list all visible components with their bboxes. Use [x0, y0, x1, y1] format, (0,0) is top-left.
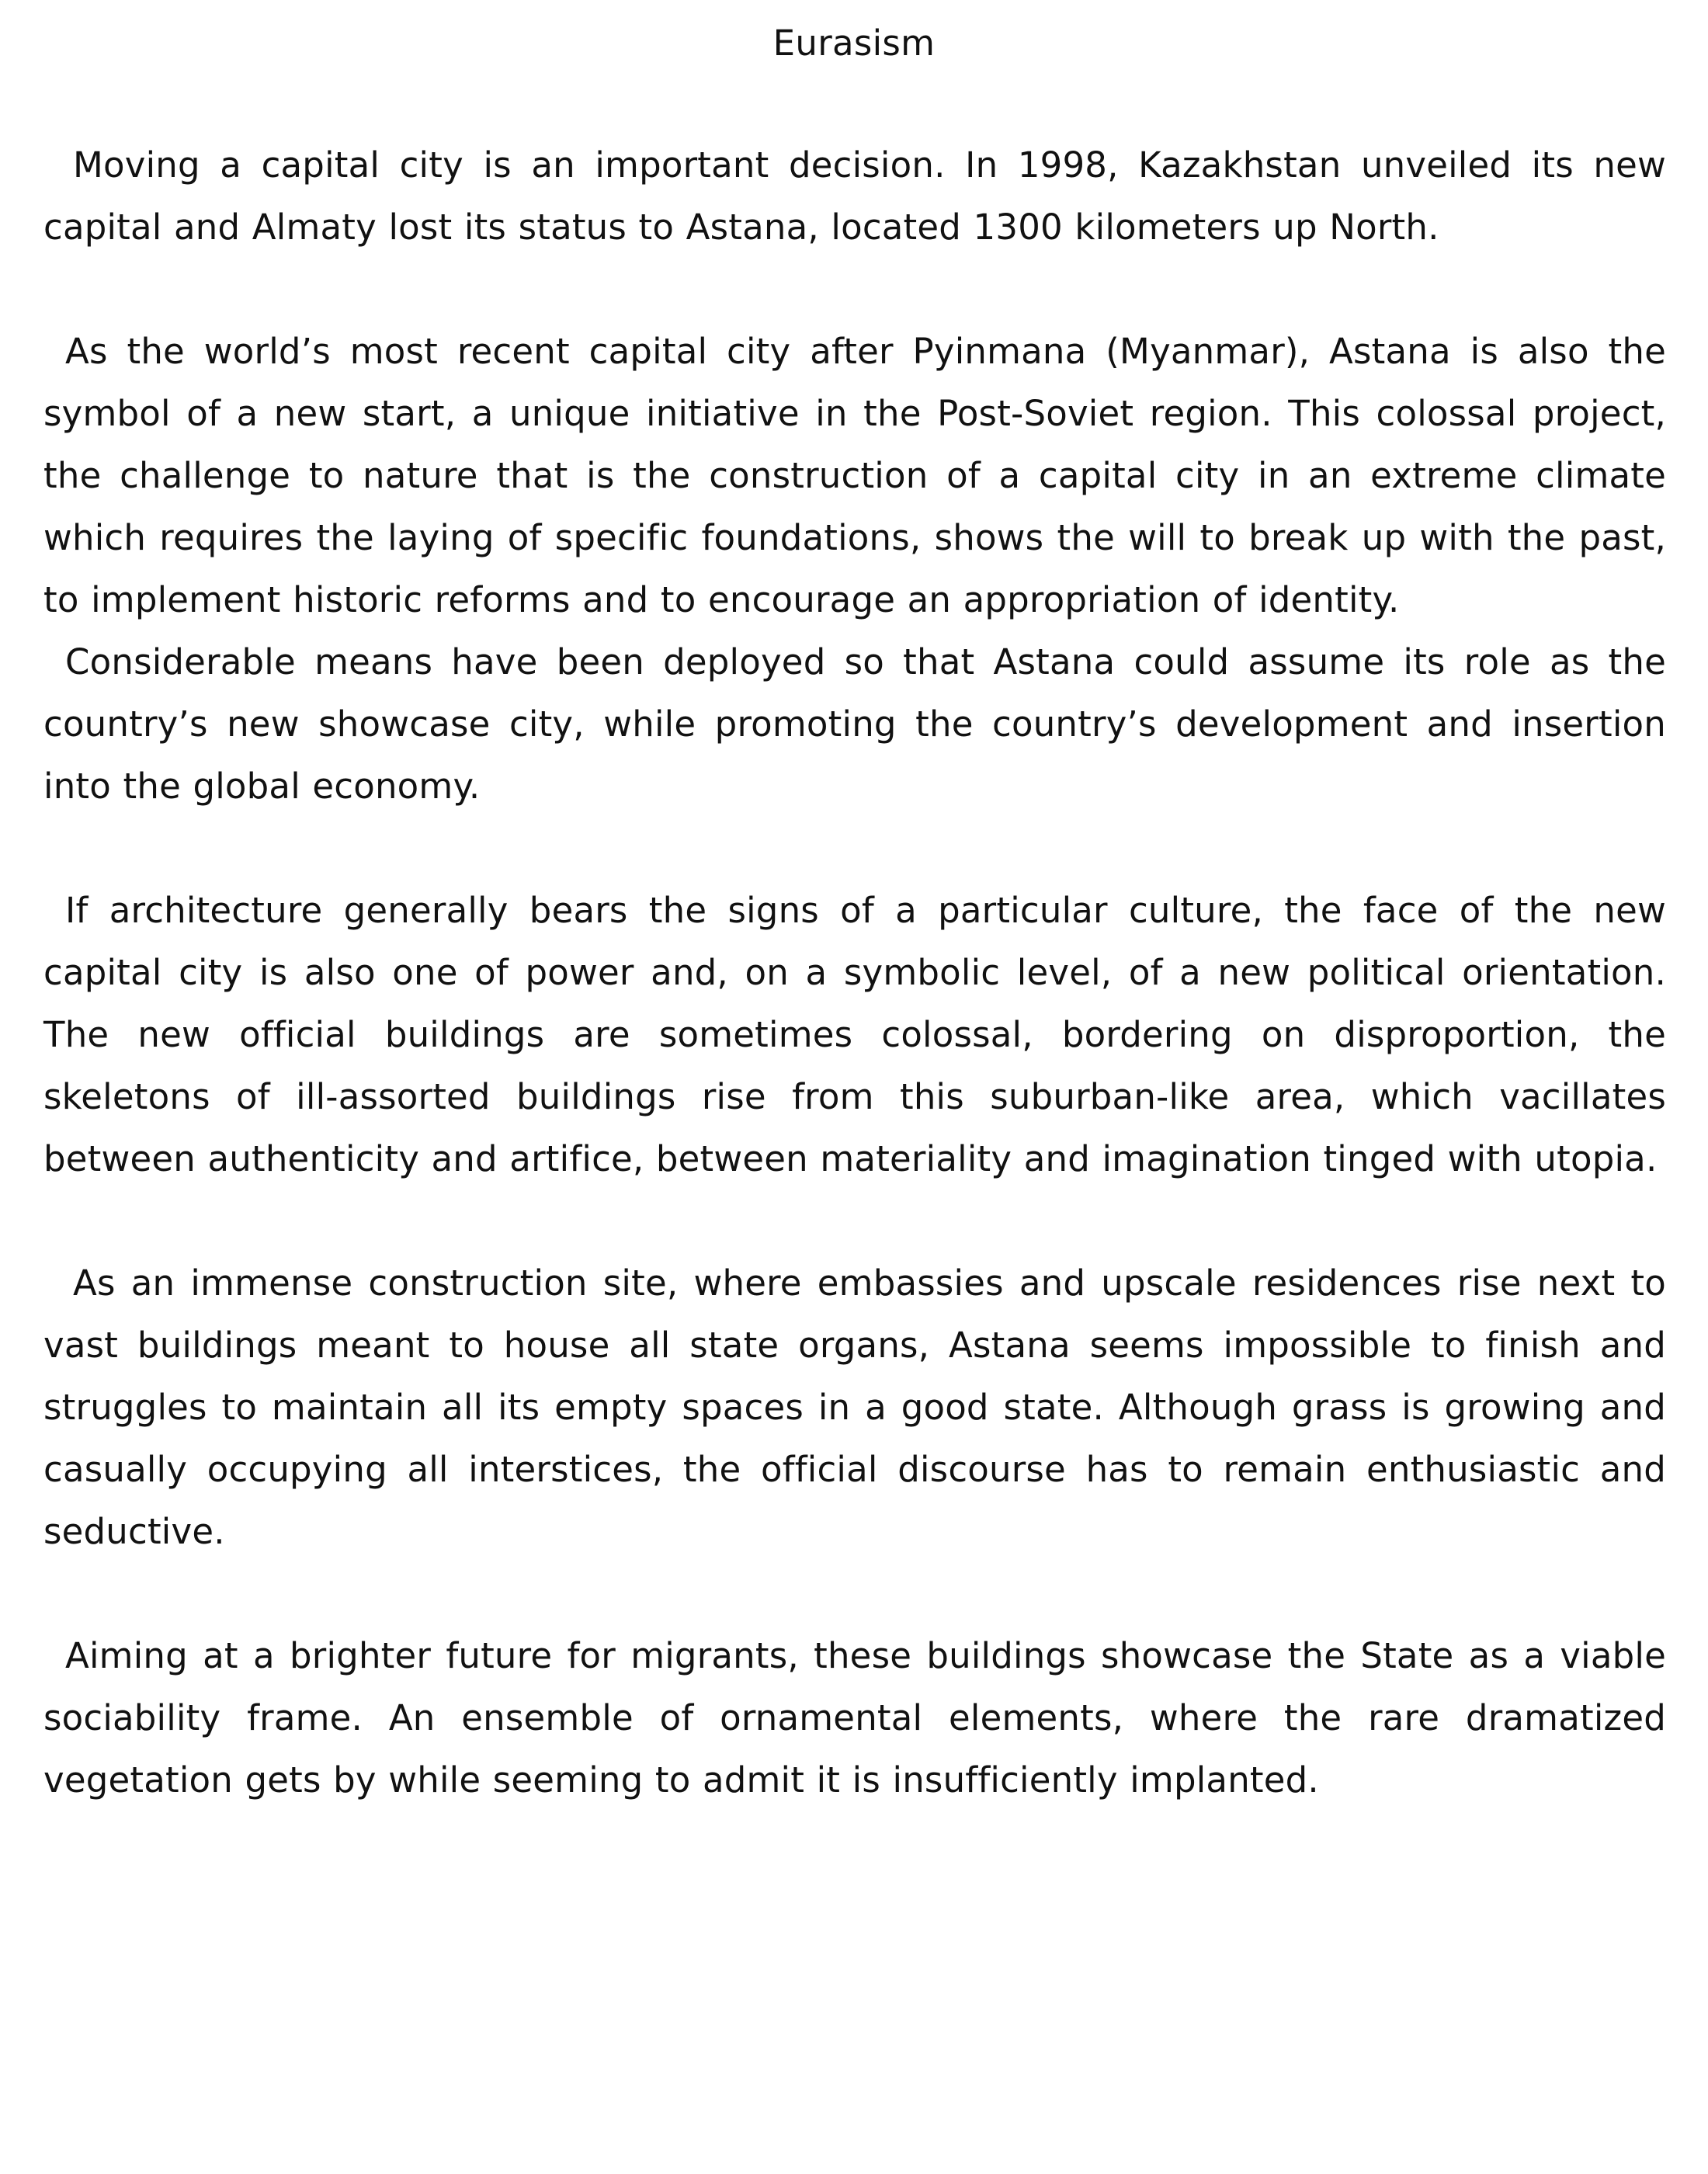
paragraph: Aiming at a brighter future for migrants, these buildings showcase the State as a viable sociability frame. An ensemble of ornamental elements, where the rare dramatized vegetation gets by while seeming to admit it is insufficiently implanted.: [43, 1635, 1666, 1801]
paragraph: If architecture generally bears the signs of a particular culture, the face of the new capital city is also one of power and, on a symbolic level, of a new political orientation. The new official buildings are sometimes colossal, bordering on disproportion, the skeletons of ill-assorted buildings rise from this suburban-like area, which vacillates between authenticity and artifice, between materiality and imagination tinged with utopia.: [43, 890, 1666, 1179]
paragraph: As the world’s most recent capital city after Pyinmana (Myanmar), Astana is also the symbol of a new start, a unique initiative in the Post-Soviet region. This colossal project, the challenge to nature that is the construction of a capital city in an extreme climate which requires the laying of specific foundations, shows the will to break up with the past, to implement historic reforms and to encourage an appropriation of identity.: [43, 331, 1666, 620]
document-title: Eurasism: [772, 23, 936, 64]
paragraph: Moving a capital city is an important decision. In 1998, Kazakhstan unveiled its new capital and Almaty lost its status to Astana, located 1300 kilometers up North.: [43, 144, 1666, 248]
paragraph: Considerable means have been deployed so that Astana could assume its role as the country’s new showcase city, while promoting the country’s development and insertion into the global economy.: [43, 641, 1666, 807]
document-body: [43, 134, 1666, 1811]
paragraph: As an immense construction site, where embassies and upscale residences rise next to vast buildings meant to house all state organs, Astana seems impossible to finish and struggles to maintain all its empty spaces in a good state. Although grass is growing and casually occupying all interstices, the official discourse has to remain enthusiastic and seductive.: [43, 1262, 1666, 1552]
